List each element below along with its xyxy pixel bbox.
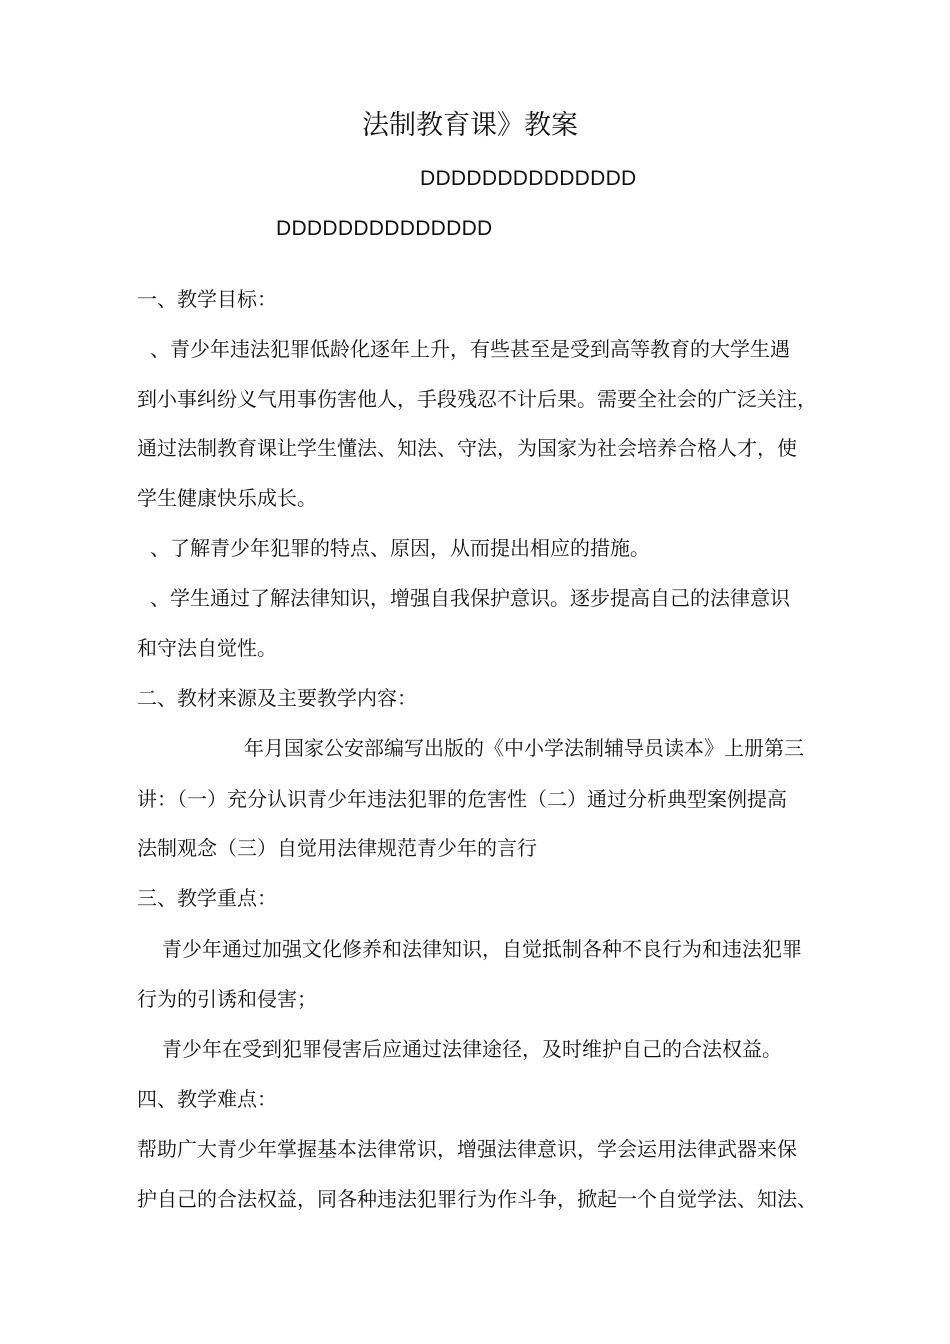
difficulties-line-2: 护自己的合法权益，同各种违法犯罪行为作斗争，掀起一个自觉学法、知法、 [137,1187,817,1211]
document-title: 法制教育课》教案 [362,110,578,141]
materials-line-3: 法制观念（三）自觉用法律规范青少年的言行 [137,836,537,860]
objective-item-1-line-1: 、青少年违法犯罪低龄化逐年上升，有些甚至是受到高等教育的大学生遇 [150,337,790,361]
objective-item-3-line-1: 、学生通过了解法律知识，增强自我保护意识。逐步提高自己的法律意识 [150,586,790,610]
key-points-paragraph-1-line-1: 青少年通过加强文化修养和法律知识，自觉抵制各种不良行为和违法犯罪 [162,937,802,961]
key-points-paragraph-2: 青少年在受到犯罪侵害后应通过法律途径，及时维护自己的合法权益。 [162,1037,782,1061]
section-heading-difficulties: 四、教学难点： [137,1087,277,1111]
materials-line-2: 讲：（一）充分认识青少年违法犯罪的危害性（二）通过分析典型案例提高 [137,787,787,811]
objective-item-3-line-2: 和守法自觉性。 [137,636,277,660]
objective-item-2: 、了解青少年犯罪的特点、原因，从而提出相应的措施。 [150,536,650,560]
objective-item-1-line-3: 通过法制教育课让学生懂法、知法、守法，为国家为社会培养合格人才，使 [137,436,797,460]
materials-line-1: 年月国家公安部编写出版的《中小学法制辅导员读本》上册第三 [244,736,804,760]
section-heading-materials: 二、教材来源及主要教学内容： [137,686,417,710]
difficulties-line-1: 帮助广大青少年掌握基本法律常识，增强法律意识，学会运用法律武器来保 [137,1137,797,1161]
objective-item-1-line-2: 到小事纠纷义气用事伤害他人，手段残忍不计后果。需要全社会的广泛关注， [137,387,817,411]
subtitle-line-1: DDDDDDDDDDDDDD [420,167,637,190]
section-heading-key-points: 三、教学重点： [137,886,277,910]
subtitle-line-2: DDDDDDDDDDDDDD [276,217,493,240]
section-heading-objectives: 一、教学目标： [137,287,277,311]
objective-item-1-line-4: 学生健康快乐成长。 [137,486,317,510]
key-points-paragraph-1-line-2: 行为的引诱和侵害； [137,987,317,1011]
